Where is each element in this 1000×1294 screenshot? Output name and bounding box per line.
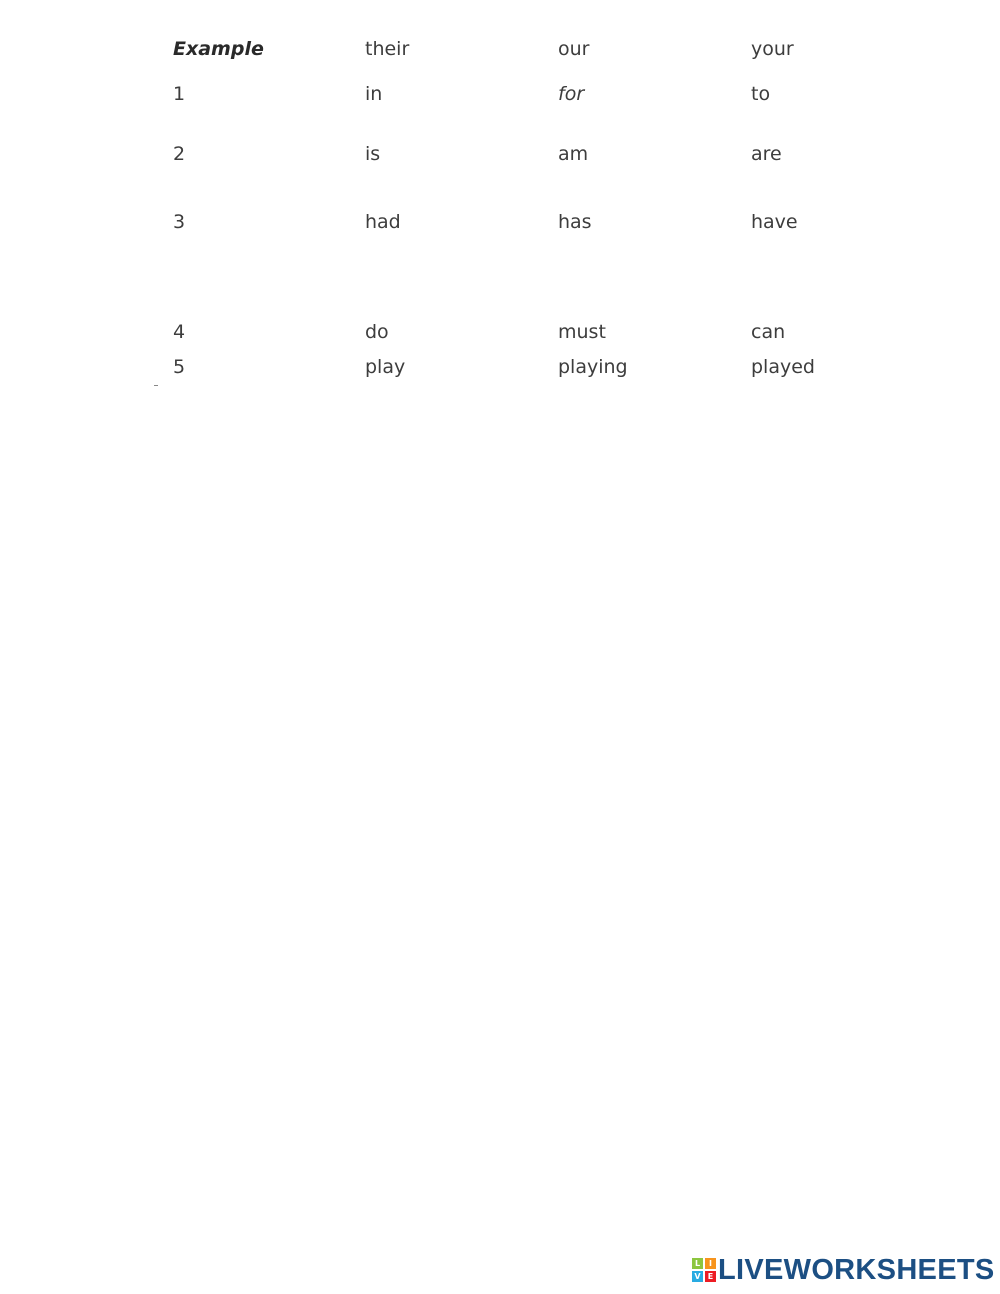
- option-1: do: [365, 321, 389, 343]
- option-1: their: [365, 38, 410, 60]
- question-row-1: [0, 81, 1000, 111]
- option-3: played: [751, 356, 815, 378]
- logo-tile: I: [705, 1258, 716, 1269]
- option-2: am: [558, 143, 589, 165]
- row-label: 2: [173, 143, 186, 165]
- option-3: your: [751, 38, 794, 60]
- option-1: is: [365, 143, 381, 165]
- question-row-2: [0, 141, 1000, 171]
- option-3: to: [751, 83, 771, 105]
- question-row-5: [0, 354, 1000, 384]
- row-label: 3: [173, 211, 186, 233]
- option-2: has: [558, 211, 592, 233]
- liveworksheets-logo: [692, 1255, 995, 1285]
- option-3: have: [751, 211, 798, 233]
- stray-mark: [154, 385, 158, 386]
- row-label: 4: [173, 321, 186, 343]
- option-1: in: [365, 83, 383, 105]
- logo-tile: L: [692, 1258, 703, 1269]
- logo-mark-icon: [692, 1258, 716, 1282]
- option-2: must: [558, 321, 606, 343]
- logo-tile: E: [705, 1271, 716, 1282]
- row-label: 5: [173, 356, 186, 378]
- option-2: playing: [558, 356, 628, 378]
- logo-tile: V: [692, 1271, 703, 1282]
- option-3: can: [751, 321, 786, 343]
- option-2: our: [558, 38, 590, 60]
- option-1: had: [365, 211, 401, 233]
- example-row: [0, 36, 1000, 66]
- option-1: play: [365, 356, 406, 378]
- row-label: Example: [173, 38, 264, 60]
- logo-text: LIVEWORKSHEETS: [718, 1254, 995, 1286]
- question-row-3: [0, 209, 1000, 239]
- option-2: for: [558, 83, 585, 105]
- row-label: 1: [173, 83, 186, 105]
- question-row-4: [0, 319, 1000, 349]
- option-3: are: [751, 143, 782, 165]
